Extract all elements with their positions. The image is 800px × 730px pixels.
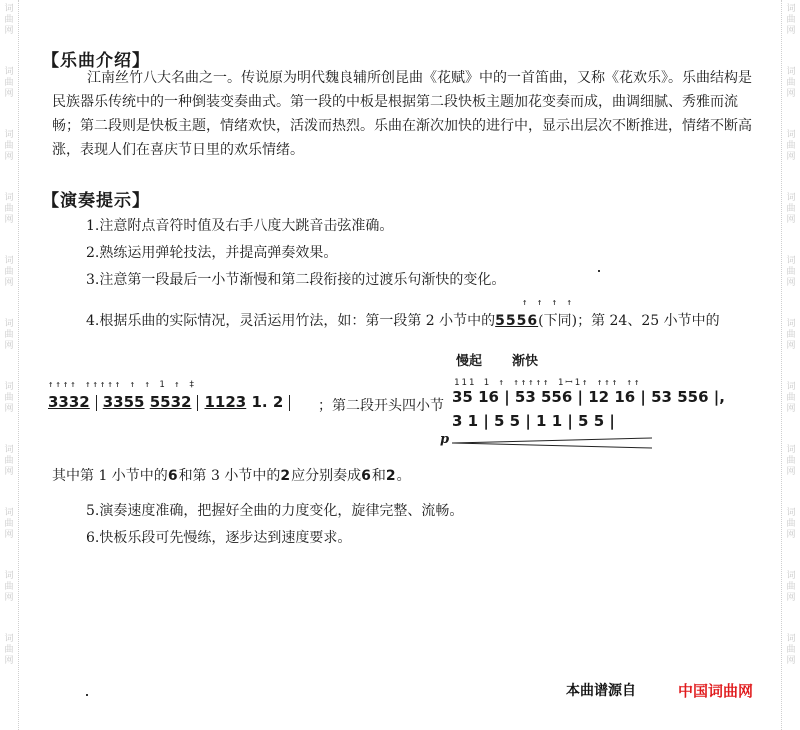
watermark-group: 词 曲 网 bbox=[4, 382, 14, 414]
fingering-ticks: ↑ ↑ ↑ ↑ bbox=[522, 298, 574, 308]
score-bar-3a: 1123 bbox=[204, 393, 247, 411]
fingering-ticks: 111 1 ↑ ↑↑↑↑↑ 1ꟷ1↑ ↑↑↑ ↑↑ bbox=[454, 378, 642, 388]
dynamic-marking: p bbox=[440, 432, 450, 447]
bar-line bbox=[197, 395, 198, 411]
tip-item-1: 1.注意附点音符时值及右手八度大跳音击弦准确。 bbox=[86, 218, 394, 234]
ending-text-e: 。 bbox=[396, 468, 411, 484]
watermark-group: 词 曲 网 bbox=[786, 508, 796, 540]
speck bbox=[86, 694, 88, 696]
watermark-group: 词 曲 网 bbox=[786, 256, 796, 288]
score-bar-1: 3332 bbox=[48, 393, 90, 411]
score-mid-text: ；第二段开头四小节 bbox=[318, 398, 444, 414]
watermark-group: 词 曲 网 bbox=[4, 4, 14, 36]
tip-item-2: 2.熟练运用弹轮技法，并提高弹奏效果。 bbox=[86, 245, 338, 261]
watermark-group: 词 曲 网 bbox=[786, 67, 796, 99]
tip-item-4-prefix: 4.根据乐曲的实际情况，灵活运用竹法，如：第一段第 2 小节中的 bbox=[86, 313, 496, 329]
tip-item-4-notes: 5556 bbox=[495, 313, 539, 329]
watermark-group: 词 曲 网 bbox=[786, 4, 796, 36]
watermark-group: 词 曲 网 bbox=[4, 256, 14, 288]
bar-line bbox=[289, 395, 290, 411]
tip-item-5: 5.演奏速度准确，把握好全曲的力度变化，旋律完整、流畅。 bbox=[86, 503, 464, 519]
ending-note-1: 6 bbox=[167, 468, 179, 484]
right-watermark-strip bbox=[784, 0, 798, 730]
tip-item-4-suffix: (下同)；第 24、25 小节中的 bbox=[538, 313, 720, 329]
fingering-ticks: ↑↑↑↑ ↑↑↑↑↑ ↑ ↑ 1 ↑ ‡ bbox=[48, 380, 197, 390]
source-site-link[interactable]: 中国词曲网 bbox=[678, 682, 754, 700]
watermark-group: 词 曲 网 bbox=[786, 382, 796, 414]
speck bbox=[598, 270, 600, 272]
watermark-group: 词 曲 网 bbox=[786, 130, 796, 162]
watermark-group: 词 曲 网 bbox=[4, 571, 14, 603]
intro-paragraph: 江南丝竹八大名曲之一。传说原为明代魏良辅所创昆曲《花赋》中的一首笛曲，又称《花欢乐》。乐曲结构是民族器乐传统中的一种倒装变奏曲式。第一段的中板是根据第二段快板主题加花变奏而成，曲调细腻、秀雅而流畅；第二段则是快板主题，情绪欢快，活泼而热烈。乐曲在渐次加快的进行中，显示出层次不断推进，情绪不断高涨，表现人们在喜庆节日里的欢乐情绪。 bbox=[52, 70, 752, 158]
ending-note-2: 2 bbox=[280, 468, 292, 484]
watermark-group: 词 曲 网 bbox=[4, 67, 14, 99]
score-bar-2b: 5532 bbox=[149, 393, 192, 411]
watermark-group: 词 曲 网 bbox=[4, 508, 14, 540]
right-dotted-margin bbox=[781, 0, 782, 730]
left-dotted-margin bbox=[18, 0, 19, 730]
left-watermark-strip bbox=[2, 0, 16, 730]
watermark-group: 词 曲 网 bbox=[4, 445, 14, 477]
tip-item-3: 3.注意第一段最后一小节渐慢和第二段衔接的过渡乐句渐快的变化。 bbox=[86, 272, 506, 288]
watermark-group: 词 曲 网 bbox=[4, 130, 14, 162]
watermark-group: 词 曲 网 bbox=[786, 193, 796, 225]
score-upper-voice: 35 16 | 53 556 | 12 16 | 53 556 |, bbox=[452, 388, 725, 406]
score-lower-voice: 3 1 | 5 5 | 1 1 | 5 5 | bbox=[452, 412, 615, 430]
ending-text-b: 和第 3 小节中的 bbox=[178, 468, 281, 484]
ending-text-a: 其中第 1 小节中的 bbox=[52, 468, 168, 484]
tip-item-4 bbox=[86, 311, 720, 331]
watermark-group: 词 曲 网 bbox=[4, 319, 14, 351]
watermark-group: 词 曲 网 bbox=[786, 445, 796, 477]
watermark-group: 词 曲 网 bbox=[786, 571, 796, 603]
tip-item-4-ending bbox=[52, 466, 411, 486]
ending-note-4: 2 bbox=[385, 468, 397, 484]
score-bar-3b: 1. 2 bbox=[251, 393, 284, 411]
source-label: 本曲谱源自 bbox=[566, 683, 636, 699]
tip-item-6: 6.快板乐段可先慢练，逐步达到速度要求。 bbox=[86, 530, 352, 546]
crescendo-hairpin bbox=[452, 437, 652, 449]
ending-note-3: 6 bbox=[361, 468, 372, 484]
watermark-group: 词 曲 网 bbox=[4, 634, 14, 666]
bar-line bbox=[96, 395, 97, 411]
ending-text-d: 和 bbox=[371, 468, 386, 484]
watermark-group: 词 曲 网 bbox=[4, 193, 14, 225]
tempo-mark-accel: 渐快 bbox=[512, 354, 539, 369]
intro-heading: 【乐曲介绍】 bbox=[42, 51, 150, 71]
watermark-group: 词 曲 网 bbox=[786, 634, 796, 666]
ending-text-c: 应分别奏成 bbox=[291, 468, 362, 484]
tempo-mark-slow: 慢起 bbox=[456, 354, 483, 369]
watermark-group: 词 曲 网 bbox=[786, 319, 796, 351]
tips-heading: 【演奏提示】 bbox=[42, 191, 150, 211]
score-line-part1 bbox=[48, 393, 296, 411]
score-bar-2a: 3355 bbox=[102, 393, 145, 411]
